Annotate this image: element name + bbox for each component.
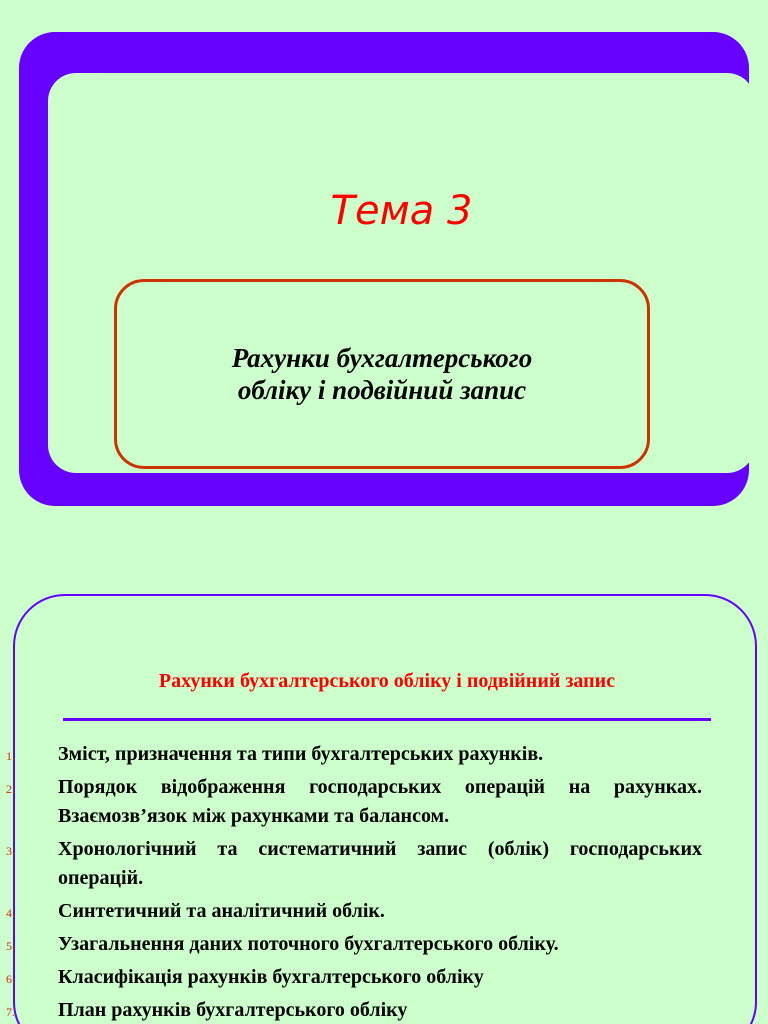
- subtitle-line-2: обліку і подвійний запис: [237, 375, 527, 405]
- list-item-text: Порядок відображення господарських операцій на рахунках. Взаємозв’язок між рахунками та балансом.: [58, 776, 702, 827]
- slide-subtitle: [202, 342, 563, 406]
- list-item-number: 6.: [6, 972, 15, 986]
- list-item-text: Зміст, призначення та типи бухгалтерських рахунків.: [58, 743, 544, 765]
- list-item-number: 7.: [6, 1005, 15, 1019]
- subtitle-box: [114, 279, 650, 469]
- list-item-text: План рахунків бухгалтерського обліку: [58, 999, 408, 1021]
- contents-heading: Рахунки бухгалтерського обліку і подвійний запис: [158, 670, 616, 692]
- list-item-number: 2.: [6, 782, 15, 796]
- list-item-text: Класифікація рахунків бухгалтерського обліку: [58, 966, 484, 988]
- list-item: [0, 897, 702, 926]
- list-item-text: Узагальнення даних поточного бухгалтерського обліку.: [58, 933, 559, 955]
- heading-divider: [63, 718, 711, 721]
- list-item-number: 4.: [6, 906, 15, 920]
- slide-title: Тема 3: [330, 188, 473, 234]
- list-item: [0, 740, 702, 769]
- list-item-number: 3.: [6, 844, 15, 858]
- list-item-number: 5.: [6, 939, 15, 953]
- list-item-text: Хронологічний та систематичний запис (облік) господарських операцій.: [58, 838, 702, 889]
- list-item: [0, 773, 702, 831]
- list-item: [0, 963, 702, 992]
- list-item: [0, 930, 702, 959]
- list-item: [0, 835, 702, 893]
- list-item: [0, 996, 702, 1024]
- list-item-number: 1.: [6, 749, 15, 763]
- subtitle-line-1: Рахунки бухгалтерського: [231, 343, 533, 373]
- topic-list: [0, 740, 702, 1024]
- list-item-text: Синтетичний та аналітичний облік.: [58, 900, 385, 922]
